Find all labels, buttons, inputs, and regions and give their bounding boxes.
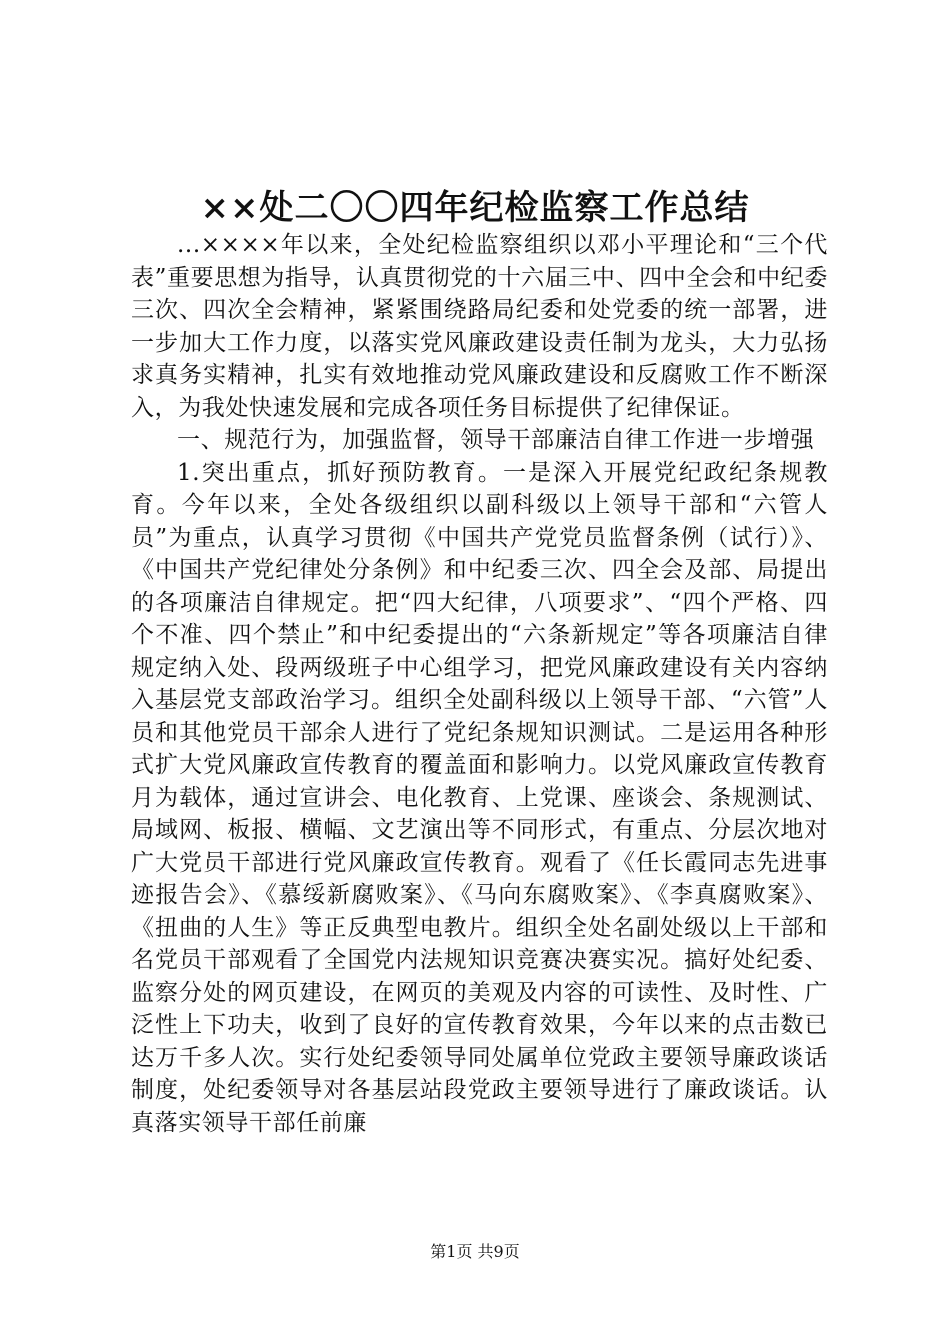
- body-paragraph: 1.突出重点，抓好预防教育。一是深入开展党纪政纪条规教育。今年以来，全处各级组织以副科级以上领导干部和“六管人员”为重点，认真学习贯彻《中国共产党党员监督条例（试行）》、《中国共产党纪律处分条例》和中纪委三次、四全会及部、局提出的各项廉洁自律规定。把“四大纪律，八项要求”、“四个严格、四个不准、四个禁止”和中纪委提出的“六条新规定”等各项廉洁自律规定纳入处、段两级班子中心组学习，把党风廉政建设有关内容纳入基层党支部政治学习。组织全处副科级以上领导干部、“六管”人员和其他党员干部余人进行了党纪条规知识测试。二是运用各种形式扩大党风廉政宣传教育的覆盖面和影响力。以党风廉政宣传教育月为载体，通过宣讲会、电化教育、上党课、座谈会、条规测试、局域网、板报、横幅、文艺演出等不同形式，有重点、分层次地对广大党员干部进行党风廉政宣传教育。观看了《任长霞同志先进事迹报告会》、《慕绥新腐败案》、《马向东腐败案》、《李真腐败案》、《扭曲的人生》等正反典型电教片。组织全处名副处级以上干部和名党员干部观看了全国党内法规知识竞赛决赛实况。搞好处纪委、监察分处的网页建设，在网页的美观及内容的可读性、及时性、广泛性上下功夫，收到了良好的宣传教育效果，今年以来的点击数已达万千多人次。实行处纪委领导同处属单位党政主要领导廉政谈话制度，处纪委领导对各基层站段党政主要领导进行了廉政谈话。认真落实领导干部任前廉: [131, 459, 828, 1136]
- page-number-footer: 第1页 共9页: [430, 1242, 520, 1261]
- section-heading: 一、规范行为，加强监督，领导干部廉洁自律工作进一步增强: [177, 427, 815, 453]
- intro-paragraph: ...××××年以来，全处纪检监察组织以邓小平理论和“三个代表”重要思想为指导，认真贯彻党的十六届三中、四中全会和中纪委三次、四次全会精神，紧紧围绕路局纪委和处党委的统一部署，进一步加大工作力度，以落实党风廉政建设责任制为龙头，大力弘扬求真务实精神，扎实有效地推动党风廉政建设和反腐败工作不断深入，为我处快速发展和完成各项任务目标提供了纪律保证。: [131, 232, 828, 421]
- document-body: [131, 229, 828, 1139]
- document-title: ××处二〇〇四年纪检监察工作总结: [200, 188, 750, 228]
